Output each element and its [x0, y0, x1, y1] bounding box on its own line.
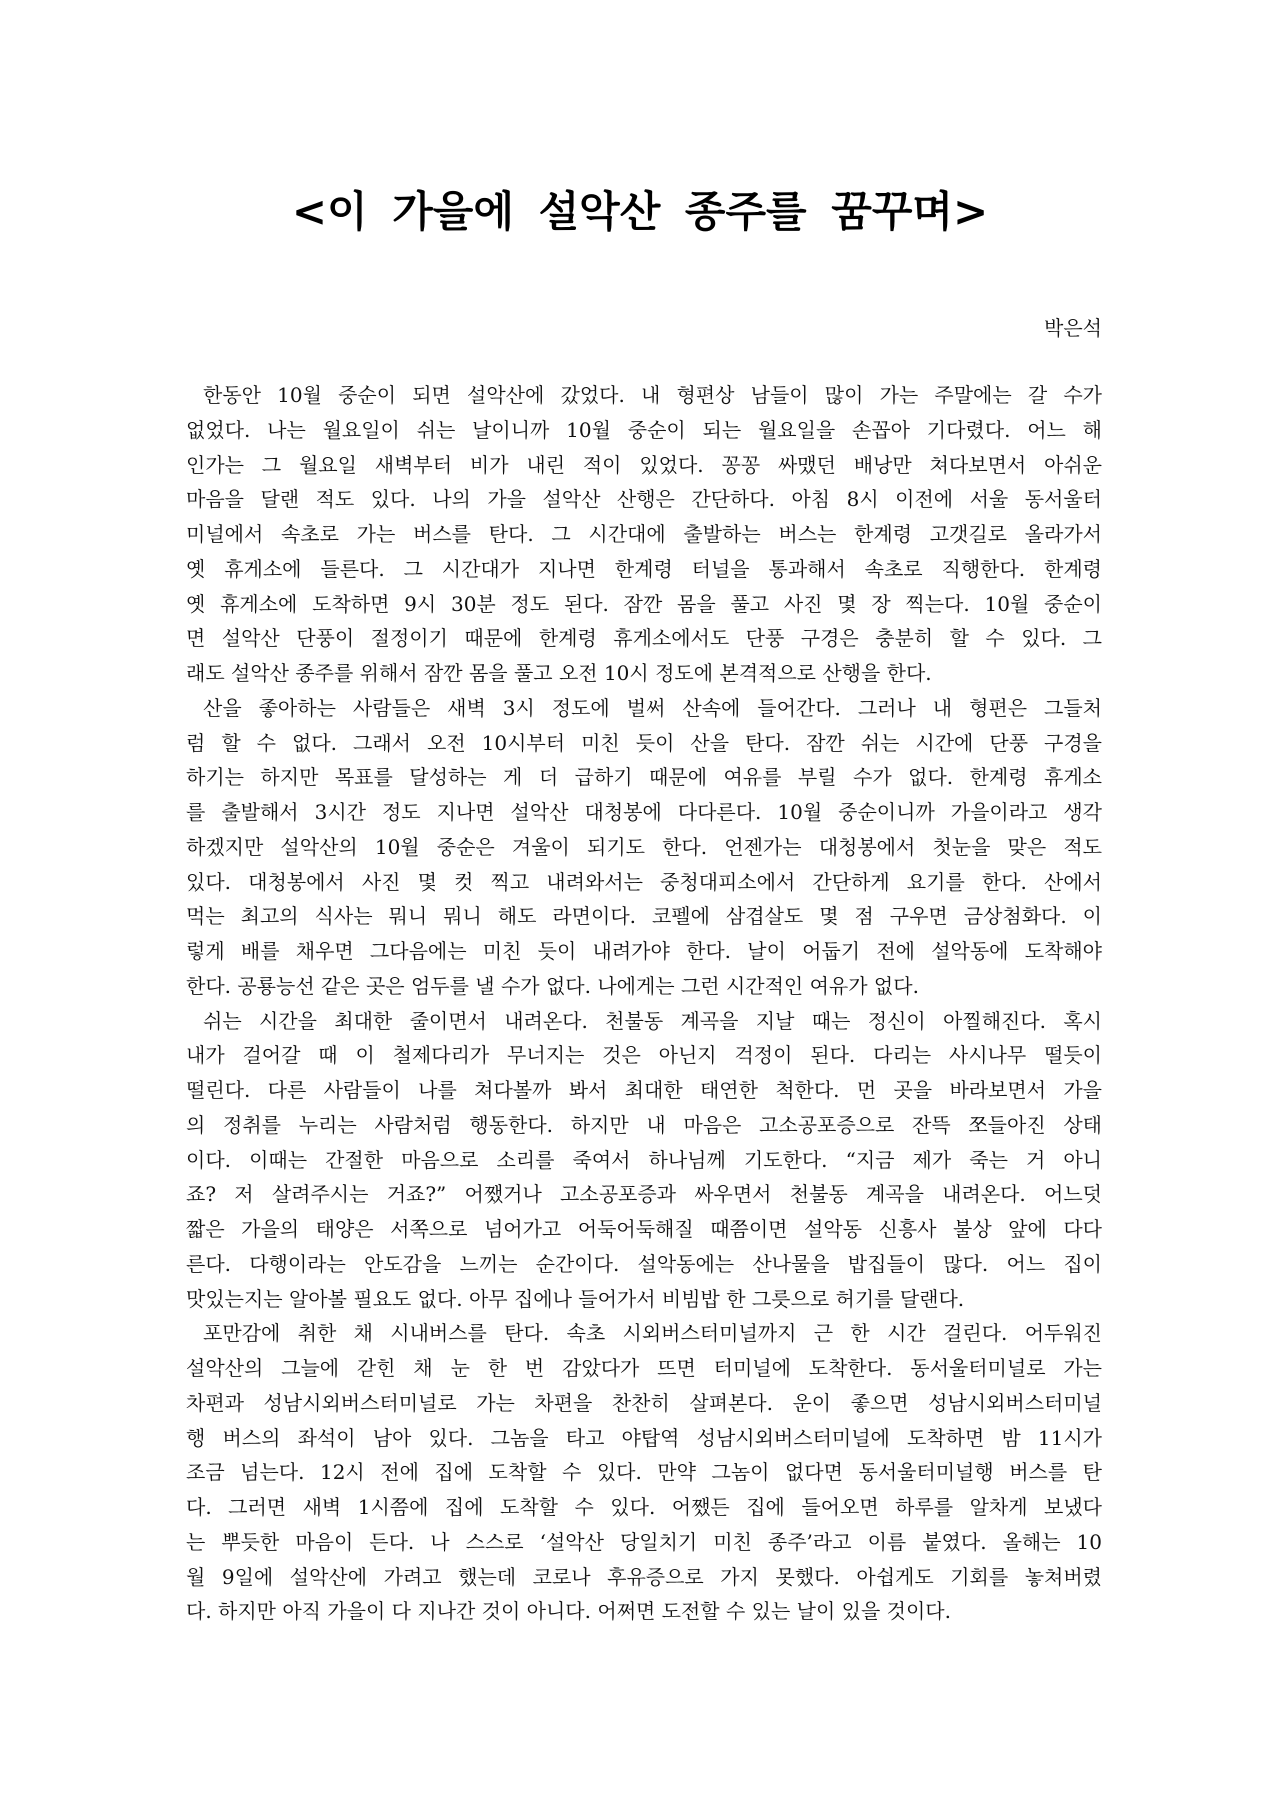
text-line: 먹는 최고의 식사는 뭐니 뭐니 해도 라면이다. 코펠에 삼겹살도 몇 점 구우면 금상첨화다. 이	[186, 904, 1102, 929]
text-line: 맛있는지는 알아볼 필요도 없다. 아무 집에나 들어가서 비빔밥 한 그릇으로 허기를 달랜다.	[186, 1286, 965, 1311]
text-line: 럼 할 수 없다. 그래서 오전 10시부터 미친 듯이 산을 탄다. 잠깐 쉬는 시간에 단풍 구경을	[186, 730, 1102, 755]
text-line: 옛 휴게소에 도착하면 9시 30분 정도 된다. 잠깐 몸을 풀고 사진 몇 장 찍는다. 10월 중순이	[186, 591, 1102, 616]
text-line: 조금 넘는다. 12시 전에 집에 도착할 수 있다. 만약 그놈이 없다면 동서울터미널행 버스를 탄	[186, 1460, 1102, 1485]
text-line: 행 버스의 좌석이 남아 있다. 그놈을 타고 야탑역 성남시외버스터미널에 도착하면 밤 11시가	[186, 1425, 1102, 1450]
text-line: 마음을 달랜 적도 있다. 나의 가을 설악산 산행은 간단하다. 아침 8시 이전에 서울 동서울터	[186, 487, 1102, 512]
text-line: 의 정취를 누리는 사람처럼 행동한다. 하지만 내 마음은 고소공포증으로 잔뜩 쪼들아진 상태	[186, 1112, 1102, 1137]
text-line: 를 출발해서 3시간 정도 지나면 설악산 대청봉에 다다른다. 10월 중순이니까 가을이라고 생각	[186, 800, 1102, 824]
text-line: 하겠지만 설악산의 10월 중순은 겨울이 되기도 한다. 언젠가는 대청봉에서 첫눈을 맞은 적도	[186, 834, 1102, 859]
paragraph	[186, 1316, 1102, 1629]
text-line: 있다. 대청봉에서 사진 몇 컷 찍고 내려와서는 중청대피소에서 간단하게 요기를 한다. 산에서	[186, 869, 1102, 894]
text-line: 떨린다. 다른 사람들이 나를 쳐다볼까 봐서 최대한 태연한 척한다. 먼 곳을 바라보면서 가을	[186, 1078, 1102, 1102]
text-line: 포만감에 취한 채 시내버스를 탄다. 속초 시외버스터미널까지 근 한 시간 걸린다. 어두워진	[203, 1321, 1102, 1346]
text-line: 면 설악산 단풍이 절정이기 때문에 한계령 휴게소에서도 단풍 구경은 충분히 할 수 있다. 그	[186, 626, 1102, 651]
text-line: 한다. 공룡능선 같은 곳은 엄두를 낼 수가 없다. 나에게는 그런 시간적인 여유가 없다.	[186, 973, 919, 998]
text-line: 산을 좋아하는 사람들은 새벽 3시 정도에 벌써 산속에 들어간다. 그러나 내 형편은 그들처	[203, 695, 1102, 720]
text-line: 옛 휴게소에 들른다. 그 시간대가 지나면 한계령 터널을 통과해서 속초로 직행한다. 한계령	[186, 556, 1102, 581]
text-line: 래도 설악산 종주를 위해서 잠깐 몸을 풀고 오전 10시 정도에 본격적으로 산행을 한다.	[186, 661, 932, 685]
text-line: 다. 하지만 아직 가을이 다 지나간 것이 아니다. 어쩌면 도전할 수 있는 날이 있을 것이다.	[186, 1599, 951, 1624]
text-line: 른다. 다행이라는 안도감을 느끼는 순간이다. 설악동에는 산나물을 밥집들이 많다. 어느 집이	[186, 1251, 1102, 1276]
text-line: 이다. 이때는 간절한 마음으로 소리를 죽여서 하나님께 기도한다. “지금 제가 죽는 거 아니	[186, 1147, 1102, 1172]
paragraph	[186, 691, 1102, 1004]
text-line: 하기는 하지만 목표를 달성하는 게 더 급하기 때문에 여유를 부릴 수가 없다. 한계령 휴게소	[186, 765, 1102, 790]
text-line: 월 9일에 설악산에 가려고 했는데 코로나 후유증으로 가지 못했다. 아쉽게도 기회를 놓쳐버렸	[186, 1564, 1102, 1589]
text-line: 설악산의 그늘에 갇힌 채 눈 한 번 감았다가 뜨면 터미널에 도착한다. 동서울터미널로 가는	[186, 1356, 1102, 1380]
text-line: 짧은 가을의 태양은 서쪽으로 넘어가고 어둑어둑해질 때쯤이면 설악동 신흥사 불상 앞에 다다	[186, 1217, 1102, 1241]
essay-body	[186, 378, 1102, 1629]
text-line: 한동안 10월 중순이 되면 설악산에 갔었다. 내 형편상 남들이 많이 가는 주말에는 갈 수가	[203, 383, 1102, 407]
text-line: 렇게 배를 채우면 그다음에는 미친 듯이 내려가야 한다. 날이 어둡기 전에 설악동에 도착해야	[186, 939, 1102, 963]
text-line: 죠? 저 살려주시는 거죠?” 어쨌거나 고소공포증과 싸우면서 천불동 계곡을 내려온다. 어느덧	[186, 1182, 1102, 1207]
text-line: 는 뿌듯한 마음이 든다. 나 스스로 ‘설악산 당일치기 미친 종주’라고 이름 붙였다. 올해는 10	[186, 1529, 1102, 1554]
paragraph	[186, 378, 1102, 691]
author-name: 박은석	[1044, 316, 1102, 340]
text-line: 차편과 성남시외버스터미널로 가는 차편을 찬찬히 살펴본다. 운이 좋으면 성남시외버스터미널	[186, 1390, 1102, 1415]
paragraph	[186, 1004, 1102, 1317]
text-line: 미널에서 속초로 가는 버스를 탄다. 그 시간대에 출발하는 버스는 한계령 고갯길로 올라가서	[186, 522, 1102, 546]
text-line: 인가는 그 월요일 새벽부터 비가 내린 적이 있었다. 꽁꽁 싸맸던 배낭만 쳐다보면서 아쉬운	[186, 452, 1102, 477]
text-line: 없었다. 나는 월요일이 쉬는 날이니까 10월 중순이 되는 월요일을 손꼽아 기다렸다. 어느 해	[186, 417, 1102, 442]
text-line: 내가 걸어갈 때 이 철제다리가 무너지는 것은 아닌지 걱정이 된다. 다리는 사시나무 떨듯이	[186, 1043, 1102, 1068]
text-line: 다. 그러면 새벽 1시쯤에 집에 도착할 수 있다. 어쨌든 집에 들어오면 하루를 알차게 보냈다	[186, 1495, 1102, 1519]
text-line: 쉬는 시간을 최대한 줄이면서 내려온다. 천불동 계곡을 지날 때는 정신이 아찔해진다. 혹시	[203, 1008, 1102, 1033]
document-title: <이 가을에 설악산 종주를 꿈꾸며>	[291, 187, 989, 236]
